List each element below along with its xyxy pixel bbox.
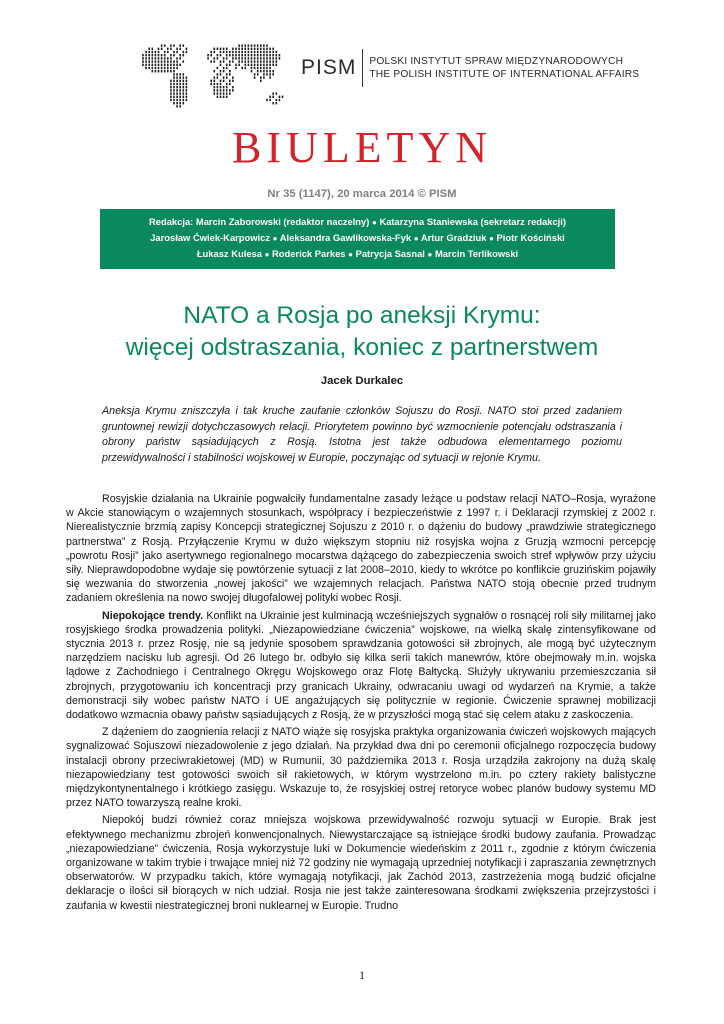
world-map-icon xyxy=(134,36,292,112)
editor-name: Piotr Kościński xyxy=(496,232,565,243)
editor-name: Aleksandra Gawlikowska-Fyk xyxy=(279,232,412,243)
bullet-separator: ● xyxy=(371,218,377,227)
editor-name: Marcin Terlikowski xyxy=(434,248,519,259)
bullet-separator: ● xyxy=(427,250,433,259)
bullet-separator: ● xyxy=(348,250,353,259)
article-title-line-2: więcej odstraszania, koniec z partnerstwem xyxy=(125,334,599,361)
issue-line: Nr 35 (1147), 20 marca 2014 © PISM xyxy=(267,188,457,200)
editors-line-1 xyxy=(100,214,615,230)
editors-line-3 xyxy=(100,246,615,262)
editor-name: Patrycja Sasnal xyxy=(355,248,425,259)
editor-name: Artur Gradziuk xyxy=(420,232,487,243)
bullet-separator: ● xyxy=(264,250,270,259)
institute-name xyxy=(363,55,639,81)
section-lead: Niepokojące trendy. xyxy=(102,609,204,622)
editor-name: Redakcja: Marcin Zaborowski (redaktor naczelny) xyxy=(148,216,370,227)
editors-line-2 xyxy=(100,230,615,246)
paragraph: Rosyjskie działania na Ukrainie pogwałciły fundamentalne zasady leżące u podstaw relacji NATO–Rosja, wyrażone w Akcie stanowiącym o wzajemnych stosunkach, współpracy i bezpieczeństwie z 1997 r. i Deklaracji rzymskiej z 2002 r. Nierealistycznie brzmią zapisy Koncepcji strategicznej Sojuszu z 2010 r. o dążeniu do budowy „prawdziwie strategicznego partnerstwa” z Rosją. Przyłączenie Krymu w dużo większym stopniu niż rosyjska wojna z Gruzją wzmocni percepcję „powrotu Rosji” jako asertywnego regionalnego mocarstwa dążącego do zabezpieczenia swoich stref wpływów przy użyciu siły. Nieprawdopodobne wydaje się powtórzenie sytuacji z lat 2008–2010, kiedy to wkrótce po konflikcie gruzińskim pojawiły się wezwania do stworzenia „nowej jakości” we wzajemnych relacjach. Państwa NATO stoją obecnie przed trudnym zadaniem określenia na nowo swojej długofalowej polityki wobec Rosji. xyxy=(66,493,656,605)
paragraph-text: Konflikt na Ukrainie jest kulminacją wcześniejszych sygnałów o rosnącej roli siły militarnej jako rosyjskiego środka prowadzenia polityki. „Niezapowiedziane ćwiczenia” wojskowe, na wielką skalę zintensyfikowane od stycznia 2013 r. przez Rosję, nie są jedynie sposobem sprawdzania gotowości sił zbrojnych, ale mogą być użytecznym narzędziem nacisku lub agresji. Od 26 lutego br. odbyło się kilka serii takich manewrów, które obejmowały m.in. wojska lądowe z Zachodniego i Centralnego Okręgu Wojskowego oraz Flotę Bałtycką. Służyły ukrywaniu przemieszczania sił zbrojnych, przygotowaniu ich koncentracji przy granicach Ukrainy, odwracaniu uwagi od wydarzeń na Krymie, a także demonstracji siły wobec państw NATO i UE angażujących się politycznie w regionie. Ćwiczenie sprawnej mobilizacji dodatkowo wzmacnia obawy państw sąsiadujących z Rosją, że w przyszłości mogą stać się celem ataku z zaskoczenia. xyxy=(66,609,656,722)
article-abstract: Aneksja Krymu zniszczyła i tak kruche zaufanie członków Sojuszu do Rosji. NATO stoi przed zadaniem gruntownej rewizji dotychczasowych relacji. Priorytetem powinno być wzmocnienie potencjału odstraszania i obrony państw sąsiadujących z Rosją. Istotna jest także odbudowa elementarnego poziomu przewidywalności i stabilności wojskowej w Europie, poczynając od sytuacji w rejonie Krymu. xyxy=(102,405,622,465)
pism-logo xyxy=(301,49,639,87)
page-number: 1 xyxy=(359,968,365,982)
bullet-separator: ● xyxy=(489,234,494,243)
bullet-separator: ● xyxy=(413,234,419,243)
editor-name: Łukasz Kulesa xyxy=(196,248,262,259)
editor-name: Roderick Parkes xyxy=(272,248,346,259)
article-author: Jacek Durkalec xyxy=(320,375,404,387)
bullet-separator: ● xyxy=(272,234,278,243)
paragraph: Z dążeniem do zaognienia relacji z NATO wiąże się rosyjska praktyka organizowania ćwiczeń wojskowych mających sygnalizować Sojuszowi niezadowolenie z jego działań. Na przykład dwa dni po ceremonii oficjalnego rozpoczęcia budowy instalacji obrony przeciwrakietowej (MD) w Rumunii, 30 października 2013 r. Rosja urządziła zakrojony na dużą skalę niezapowiedziany test gotowości swoich sił rakietowych, w którym wystrzelono m.in. po cztery rakiety balistyczne międzykontynentalnego i krótkiego zasięgu. Wskazuje to, że rosyjskiej ostrej retoryce wobec planów budowy systemu MD przez NATO towarzyszą realne kroki. xyxy=(66,726,656,810)
publication-title: BIULETYN xyxy=(232,123,492,172)
institute-name-en: THE POLISH INSTITUTE OF INTERNATIONAL AFFAIRS xyxy=(369,69,640,80)
editorial-board-box xyxy=(100,209,615,269)
paragraph xyxy=(66,609,656,723)
pism-wordmark: PISM xyxy=(301,49,363,87)
article-title-line-1: NATO a Rosja po aneksji Krymu: xyxy=(183,302,541,329)
editor-name: Jarosław Ćwiek-Karpowicz xyxy=(150,232,271,243)
institute-name-pl: POLSKI INSTYTUT SPRAW MIĘDZYNARODOWYCH xyxy=(369,56,624,67)
article-body xyxy=(66,492,656,916)
paragraph: Niepokój budzi również coraz mniejsza wojskowa przewidywalność rozwoju sytuacji w Europie. Brak jest efektywnego mechanizmu zbrojeń konwencjonalnych. Niewystarczające są istniejące środki budowy zaufania. Prowadząc „niezapowiedziane” ćwiczenia, Rosja wykorzystuje luki w Dokumencie wiedeńskim z 2011 r., zgodnie z którym ćwiczenia organizowane w takim trybie i trwające mniej niż 72 godziny nie wymagają uprzedniej notyfikacji i zapraszania zewnętrznych obserwatorów. W przypadku takich, które wymagają notyfikacji, jak Zachód 2013, zastrzeżenia mogą budzić oficjalne deklaracje o ilości sił biorących w nich udział. Rosja nie jest także zainteresowana środkami zwiększenia przejrzystości i zaufania w kwestii niestrategicznej broni nuklearnej w Europie. Trudno xyxy=(66,814,656,912)
editor-name: Katarzyna Staniewska (sekretarz redakcji) xyxy=(379,216,566,227)
article-title xyxy=(0,300,724,364)
